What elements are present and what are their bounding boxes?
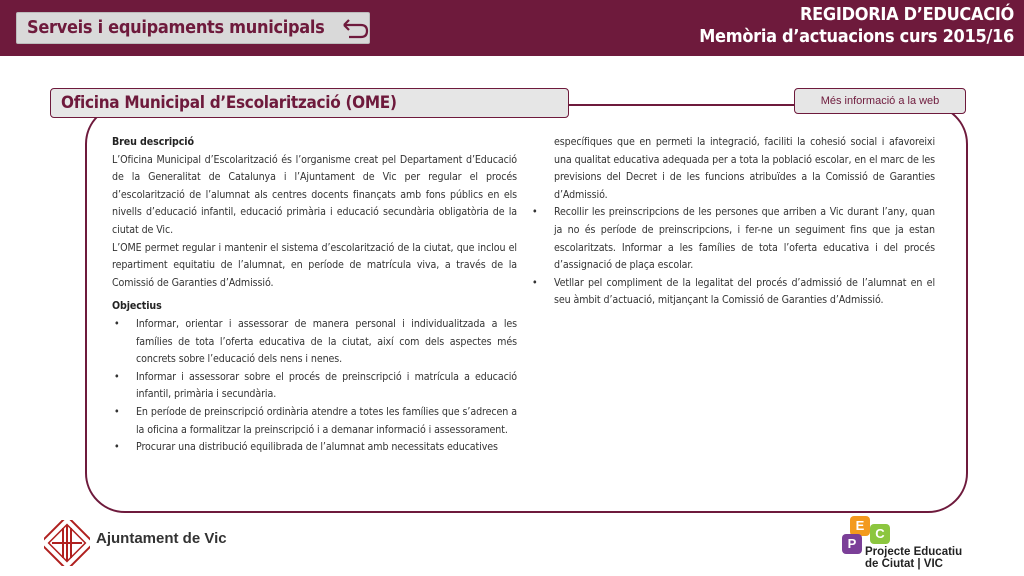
- list-item: • Vetllar pel compliment de la legalitat del procés d’admissió de l’alumnat en el seu àmbit d’actuació, mitjançant la Comissió de Garanties d’Admissió.: [530, 275, 935, 310]
- list-item: • Informar i assessorar sobre el procés de preinscripció i matrícula a educació infantil, primària i secundària.: [112, 369, 517, 404]
- list-item: • Recollir les preinscripcions de les persones que arriben a Vic durant l’any, quan ja no és període de preinscripcions, i fer-ne un seguiment fins que ja estan escolaritzats. Informar a les famílies de tota l’oferta educativa i del procés d’assignació de plaça escolar.: [530, 204, 935, 274]
- brief-paragraph-1: L’Oficina Municipal d’Escolarització és l’organisme creat pel Departament d’Educació de la Generalitat de Catalunya i l’Ajuntament de Vic per regular el procés d’escolarització de l’alumnat als centres docents finançats amb fons públics en els nivells d’educació infantil, educació primària i educació secundària obligatòria de la ciutat de Vic.: [112, 153, 517, 236]
- pec-line-1: Projecte Educatiu: [865, 546, 963, 558]
- pec-line-2: de Ciutat | VIC: [865, 558, 943, 570]
- pec-text: [865, 546, 962, 570]
- pec-letter-e: E: [850, 516, 870, 536]
- objectives-heading: Objectius: [112, 300, 162, 313]
- ajuntament-name: Ajuntament de Vic: [96, 530, 227, 547]
- org-name: REGIDORIA D’EDUCACIÓ: [799, 4, 1014, 25]
- page-title: Oficina Municipal d’Escolarització (OME): [61, 93, 397, 113]
- objectives-list-continued: [530, 204, 935, 310]
- right-column: [530, 134, 935, 310]
- list-item: • Procurar una distribució equilibrada de l’alumnat amb necessitats educatives: [112, 439, 517, 457]
- list-item: • En període de preinscripció ordinària atendre a totes les famílies que s’adrecen a la oficina a formalitzar la preinscripció i a demanar informació i assessorament.: [112, 404, 517, 439]
- objective-continuation: específiques que en permeti la integració, faciliti la cohesió social i afavoreixi una qualitat educativa adequada per a tota la població escolar, en el marc de les previsions del Decret i de les funcions atribuïdes a la Comissió de Garanties d’Admissió.: [554, 136, 935, 201]
- pec-letter-c: C: [870, 524, 890, 544]
- ajuntament-seal-icon: [44, 520, 90, 566]
- more-info-button[interactable]: [794, 88, 966, 114]
- return-arrow-icon[interactable]: [339, 16, 369, 42]
- brief-heading: Breu descripció: [112, 136, 194, 148]
- section-title: Serveis i equipaments municipals: [27, 17, 325, 38]
- pec-letter-p: P: [842, 534, 862, 554]
- report-title: Memòria d’actuacions curs 2015/16: [699, 26, 1014, 47]
- section-header: [16, 12, 370, 44]
- brief-paragraph-2: L’OME permet regular i mantenir el sistema d’escolarització de la ciutat, que inclou el repartiment equitatiu de l’alumnat, en període de matrícula viva, a través de la Comissió de Garanties d’Admissió.: [112, 241, 517, 289]
- list-item: • Informar, orientar i assessorar de manera personal i individualitzada a les famílies de tota l’oferta educativa de la ciutat, així com dels aspectes més concrets sobre l’educació dels nens i nenes.: [112, 316, 517, 369]
- objectives-list: [112, 316, 517, 457]
- more-info-link[interactable]: Més informació a la web: [820, 95, 940, 107]
- left-column: [112, 134, 517, 457]
- page-title-box: [50, 88, 569, 118]
- org-header: [699, 4, 1014, 48]
